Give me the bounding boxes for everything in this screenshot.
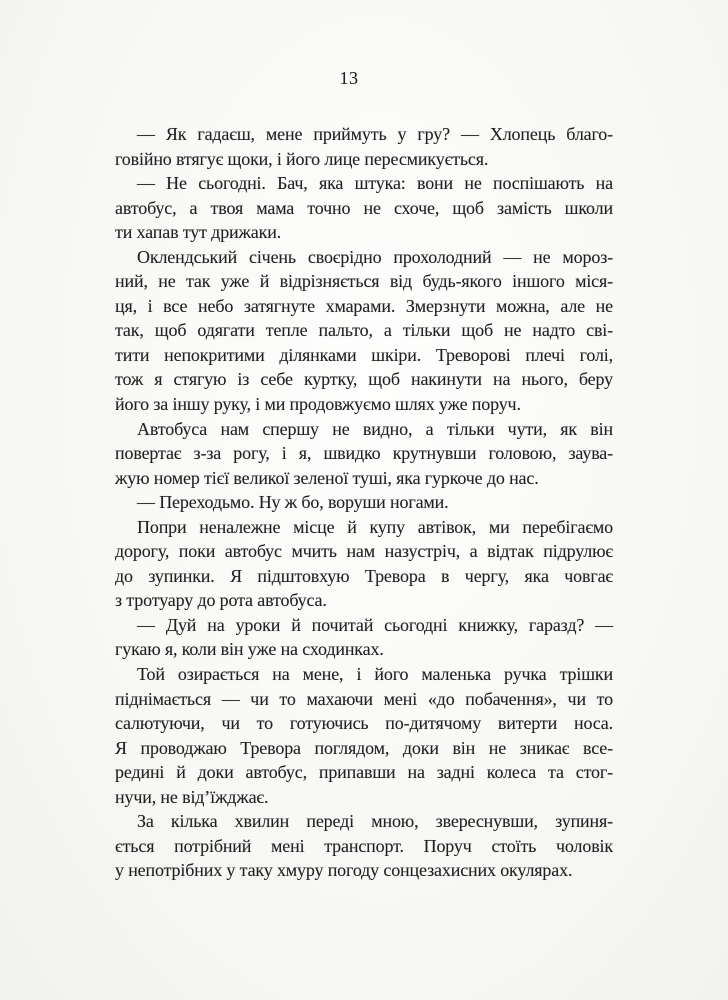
text-line: у непотрібних у таку хмуру погоду сонцезахисних окулярах. bbox=[115, 860, 573, 881]
paragraph bbox=[115, 809, 613, 883]
text-line: — Дуй на уроки й почитай сьогодні книжку, гаразд? — bbox=[137, 614, 613, 635]
text-line: — Як гадаєш, мене приймуть у гру? — Хлопець благо- bbox=[137, 124, 613, 144]
text-line: жую номер тієї великої зеленої туші, яка гуркоче до нас. bbox=[115, 467, 539, 488]
paragraph bbox=[115, 515, 613, 613]
text-line: його за іншу руку, і ми продовжуємо шлях уже поруч. bbox=[115, 394, 521, 415]
paragraph bbox=[115, 662, 613, 809]
text-line: повертає з-за рогу, і я, швидко крутнувши головою, заува- bbox=[115, 443, 613, 464]
text-line: Оклендський січень своєрідно прохолодний — не мороз- bbox=[137, 246, 613, 267]
text-line: ця, і все небо затягнуте хмарами. Змерзнути можна, але не bbox=[115, 295, 613, 316]
paragraph bbox=[115, 490, 613, 515]
text-line: — Не сьогодні. Бач, яка штука: вони не поспішають на bbox=[137, 173, 613, 194]
text-line: говійно втягує щоки, і його лице пересмикується. bbox=[115, 148, 489, 169]
paragraph bbox=[115, 245, 613, 417]
text-line: до зупинки. Я підштовхую Тревора в чергу, яка човгає bbox=[115, 565, 613, 586]
text-line: нучи, не від’їжджає. bbox=[115, 786, 269, 807]
text-line: Попри неналежне місце й купу автівок, ми перебігаємо bbox=[137, 516, 613, 537]
text-line: тити непокритими ділянками шкіри. Треворові плечі голі, bbox=[115, 344, 613, 365]
paragraph bbox=[115, 171, 613, 245]
text-line: ти хапав тут дрижаки. bbox=[115, 222, 282, 243]
text-line: піднімається — чи то махаючи мені «до побачення», чи то bbox=[115, 688, 613, 709]
paragraph bbox=[115, 417, 613, 491]
page-number: 13 bbox=[339, 68, 359, 88]
paragraph bbox=[115, 613, 613, 662]
page-text bbox=[115, 122, 613, 883]
paragraph bbox=[115, 122, 613, 171]
text-line: Я проводжаю Тревора поглядом, доки він не зникає все- bbox=[115, 737, 613, 758]
text-line: Той озирається на мене, і його маленька ручка трішки bbox=[137, 664, 613, 685]
text-line: ний, не так уже й відрізняється від будь-якого іншого міся- bbox=[115, 271, 613, 292]
text-line: За кілька хвилин переді мною, звереснувши, зупиня- bbox=[137, 811, 613, 832]
text-line: ється потрібний мені транспорт. Поруч стоїть чоловік bbox=[115, 835, 613, 856]
text-line: гукаю я, коли він уже на сходинках. bbox=[115, 639, 384, 660]
text-line: Автобуса нам спершу не видно, а тільки чути, як він bbox=[137, 418, 613, 439]
text-line: так, щоб одягати тепле пальто, а тільки щоб не надто сві- bbox=[115, 320, 613, 341]
text-line: салютуючи, чи то готуючись по-дитячому витерти носа. bbox=[115, 713, 613, 734]
text-line: з тротуару до рота автобуса. bbox=[115, 590, 327, 611]
text-line: дорогу, поки автобус мчить нам назустріч, а відтак підрулює bbox=[115, 541, 613, 562]
text-line: — Переходьмо. Ну ж бо, воруши ногами. bbox=[137, 492, 449, 513]
text-line: автобус, а твоя мама точно не схоче, щоб замість школи bbox=[115, 197, 613, 218]
text-line: редині й доки автобус, припавши на задні колеса та стог- bbox=[115, 762, 613, 783]
text-line: тож я стягую із себе куртку, щоб накинути на нього, беру bbox=[115, 369, 613, 390]
